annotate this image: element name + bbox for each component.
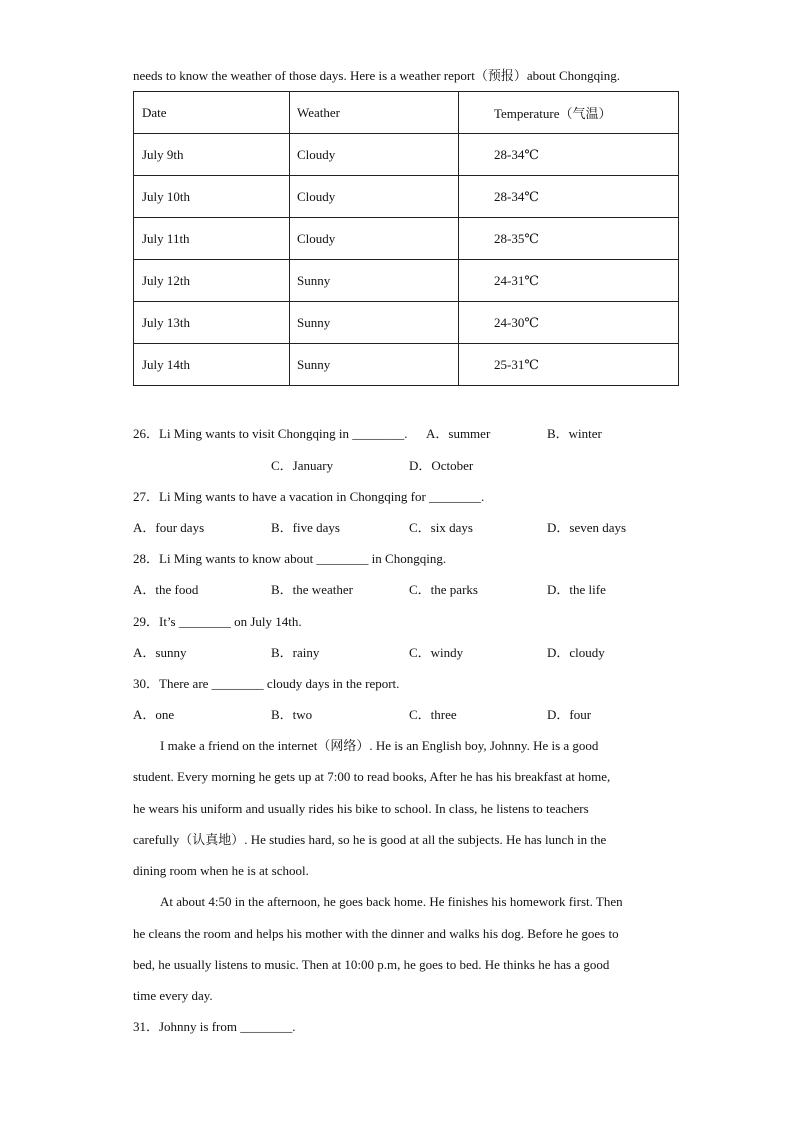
intro-line: needs to know the weather of those days. Here is a weather report（预报）about Chongqing.	[133, 68, 621, 83]
cell-weather: Sunny	[290, 344, 459, 386]
question-26-option-a: A．summer	[426, 426, 491, 441]
cell-weather: Cloudy	[290, 218, 459, 260]
cell-date: July 12th	[134, 260, 290, 302]
cell-date: July 11th	[134, 218, 290, 260]
passage-line: he cleans the room and helps his mother with the dinner and walks his dog. Before he goes to	[133, 926, 619, 941]
question-31-stem: 31．Johnny is from ________.	[133, 1019, 296, 1034]
cell-weather: Sunny	[290, 260, 459, 302]
header-temperature: Temperature（气温）	[459, 92, 679, 134]
question-28-option-a: A．the food	[133, 582, 199, 597]
header-date: Date	[134, 92, 290, 134]
table-header-row	[134, 92, 679, 134]
cell-temperature: 25-31℃	[459, 344, 679, 386]
question-26-option-d: D．October	[409, 458, 474, 473]
passage-line: bed, he usually listens to music. Then at 10:00 p.m, he goes to bed. He thinks he has a good	[133, 957, 610, 972]
table-row	[134, 134, 679, 176]
question-30-stem: 30．There are ________ cloudy days in the report.	[133, 676, 400, 691]
table-row	[134, 344, 679, 386]
passage-line: student. Every morning he gets up at 7:00 to read books, After he has his breakfast at home,	[133, 769, 611, 784]
question-27-option-a: A．four days	[133, 520, 205, 535]
question-27-option-d: D．seven days	[547, 520, 627, 535]
cell-date: July 9th	[134, 134, 290, 176]
question-30-option-a: A．one	[133, 707, 175, 722]
cell-temperature: 24-31℃	[459, 260, 679, 302]
question-28-stem: 28．Li Ming wants to know about ________ in Chongqing.	[133, 551, 447, 566]
table-row	[134, 218, 679, 260]
header-weather: Weather	[290, 92, 459, 134]
question-26-option-c: C．January	[271, 458, 334, 473]
passage-line: dining room when he is at school.	[133, 863, 309, 878]
cell-weather: Sunny	[290, 302, 459, 344]
question-28-option-b: B．the weather	[271, 582, 353, 597]
question-29-option-d: D．cloudy	[547, 645, 605, 660]
table-row	[134, 176, 679, 218]
cell-temperature: 24-30℃	[459, 302, 679, 344]
question-29-stem: 29．It’s ________ on July 14th.	[133, 614, 302, 629]
question-28-option-c: C．the parks	[409, 582, 478, 597]
question-28-option-d: D．the life	[547, 582, 606, 597]
cell-temperature: 28-34℃	[459, 176, 679, 218]
cell-temperature: 28-35℃	[459, 218, 679, 260]
question-29-option-c: C．windy	[409, 645, 464, 660]
question-27-stem: 27．Li Ming wants to have a vacation in Chongqing for ________.	[133, 489, 485, 504]
weather-table	[133, 91, 679, 386]
question-27-option-b: B．five days	[271, 520, 340, 535]
question-30-option-c: C．three	[409, 707, 457, 722]
passage-line: he wears his uniform and usually rides his bike to school. In class, he listens to teachers	[133, 801, 589, 816]
cell-date: July 10th	[134, 176, 290, 218]
question-30-option-b: B．two	[271, 707, 313, 722]
table-row	[134, 302, 679, 344]
table-row	[134, 260, 679, 302]
cell-weather: Cloudy	[290, 134, 459, 176]
question-27-option-c: C．six days	[409, 520, 473, 535]
cell-date: July 13th	[134, 302, 290, 344]
question-26-stem: 26．Li Ming wants to visit Chongqing in ________.	[133, 426, 408, 441]
question-26-option-b: B．winter	[547, 426, 602, 441]
passage-line: I make a friend on the internet（网络）. He is an English boy, Johnny. He is a good	[160, 738, 599, 753]
question-29-option-a: A．sunny	[133, 645, 187, 660]
passage-line: carefully（认真地）. He studies hard, so he is good at all the subjects. He has lunch in the	[133, 832, 607, 847]
cell-date: July 14th	[134, 344, 290, 386]
passage-line: At about 4:50 in the afternoon, he goes back home. He finishes his homework first. Then	[160, 894, 623, 909]
cell-weather: Cloudy	[290, 176, 459, 218]
question-29-option-b: B．rainy	[271, 645, 320, 660]
cell-temperature: 28-34℃	[459, 134, 679, 176]
question-30-option-d: D．four	[547, 707, 592, 722]
passage-line: time every day.	[133, 988, 213, 1003]
